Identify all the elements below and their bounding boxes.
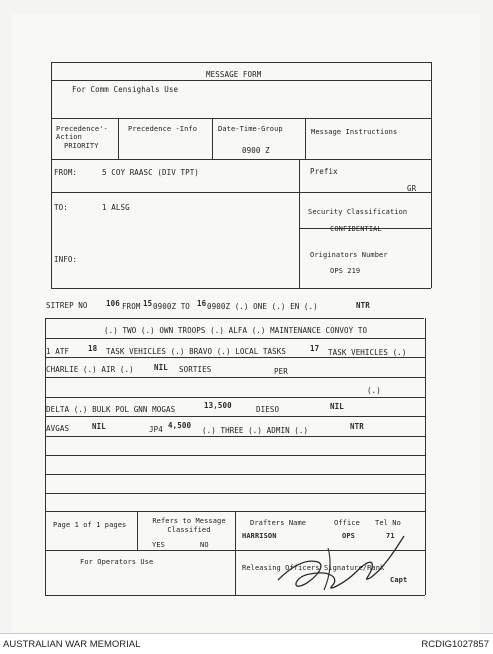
message-text: FROM (122, 302, 141, 311)
message-text: 1 ATF (46, 347, 70, 356)
signature-image (270, 528, 410, 596)
yes-label: YES (152, 541, 165, 549)
tel-no-value: 71 (386, 532, 395, 540)
message-text: SORTIES (179, 365, 212, 374)
message-text: PER (274, 367, 288, 376)
prefix-label: Prefix (310, 167, 338, 176)
rule (45, 377, 425, 378)
handwritten-entry: NIL (330, 402, 344, 411)
handwritten-entry: NIL (154, 363, 168, 372)
rule (212, 118, 213, 159)
form-title: MESSAGE FORM (206, 70, 262, 79)
security-classification-label: Security Classification (308, 208, 408, 216)
releasing-officer-label: Releasing Officers Signature/Rank (242, 564, 385, 572)
rule (51, 62, 52, 288)
from-value: 5 COY RAASC (DIV TPT) (102, 168, 199, 177)
operators-use-label: For Operators Use (80, 558, 154, 566)
dtg-label: Date-Time-Group (218, 125, 283, 133)
rule (45, 416, 425, 417)
precedence-info-label: Precedence -Info (128, 125, 198, 133)
rule (45, 338, 425, 339)
originators-number-label: Originators Number (310, 251, 388, 259)
precedence-action-value: PRIORITY (64, 142, 99, 150)
from-label: FROM: (54, 168, 78, 177)
message-text: TASK VEHICLES (.) BRAVO (.) LOCAL TASKS (106, 347, 286, 356)
archive-footer (0, 633, 493, 654)
originators-number-value: OPS 219 (330, 267, 361, 275)
message-text: 0900Z (.) ONE (.) EN (.) (207, 302, 318, 311)
handwritten-entry: 15 (143, 299, 153, 308)
message-text: (.) (367, 386, 381, 395)
comm-centre-label: For Comm Censighals Use (72, 85, 179, 94)
rule (45, 397, 425, 398)
rule (45, 474, 425, 475)
footer-right-text: RCDIG1027857 (421, 639, 489, 650)
page-count: Page 1 of 1 pages (53, 521, 127, 529)
officer-rank-value: Capt (390, 576, 408, 584)
rule (45, 455, 425, 456)
tel-no-label: Tel No (375, 519, 401, 527)
handwritten-entry: NIL (92, 422, 106, 431)
to-label: TO: (54, 203, 68, 212)
message-text: (.) THREE (.) ADMIN (.) (202, 426, 309, 435)
rule (299, 159, 300, 288)
rule (51, 80, 431, 81)
refers-to-message-label: Refers to Message Classified (152, 517, 226, 534)
message-text: (.) TWO (.) OWN TROOPS (.) ALFA (.) MAINTENANCE CONVOY TO (104, 326, 368, 335)
rule (51, 288, 431, 289)
message-form (42, 58, 432, 602)
rule (425, 318, 426, 595)
handwritten-entry: 106 (106, 299, 120, 308)
footer-left-text: AUSTRALIAN WAR MEMORIAL (3, 639, 141, 650)
message-text: DELTA (.) BULK POL GNN MOGAS (46, 405, 176, 414)
message-text: CHARLIE (.) AIR (.) (46, 365, 134, 374)
rule (51, 159, 431, 160)
security-classification-value: CONFIDENTIAL (330, 225, 382, 233)
message-text: JP4 (149, 425, 163, 434)
message-text: AVGAS (46, 424, 70, 433)
rule (431, 62, 432, 288)
rule (45, 493, 425, 494)
message-text: 0900Z TO (153, 302, 190, 311)
rule (45, 318, 424, 319)
prefix-value: GR (407, 184, 417, 193)
rule (118, 118, 119, 159)
handwritten-entry: 16 (197, 299, 207, 308)
no-label: NO (200, 541, 209, 549)
rule (45, 436, 425, 437)
precedence-action-label: Precedence'- Action (56, 125, 108, 141)
message-text: SITREP NO (46, 301, 88, 310)
handwritten-entry: NTR (350, 422, 364, 431)
rule (137, 511, 138, 550)
handwritten-entry: 17 (310, 344, 320, 353)
drafters-name-label: Drafters Name (250, 519, 307, 527)
message-text: DIESO (256, 405, 280, 414)
rule (45, 357, 425, 358)
message-text: TASK VEHICLES (.) (328, 348, 407, 357)
handwritten-entry: 4,500 (168, 421, 192, 430)
handwritten-entry: NTR (356, 301, 370, 310)
rule (45, 318, 46, 595)
info-label: INFO: (54, 255, 78, 264)
rule (51, 192, 431, 193)
rule (51, 118, 431, 119)
office-value: OPS (342, 532, 355, 540)
handwritten-entry: 13,500 (204, 401, 232, 410)
dtg-value: 0900 Z (242, 146, 270, 155)
to-value: 1 ALSG (102, 203, 130, 212)
handwritten-entry: 18 (88, 344, 98, 353)
drafters-name-value: HARRISON (242, 532, 277, 540)
rule (51, 62, 431, 63)
rule (235, 511, 236, 595)
message-instructions-label: Message Instructions (311, 128, 398, 136)
office-label: Office (334, 519, 360, 527)
rule (305, 118, 306, 159)
